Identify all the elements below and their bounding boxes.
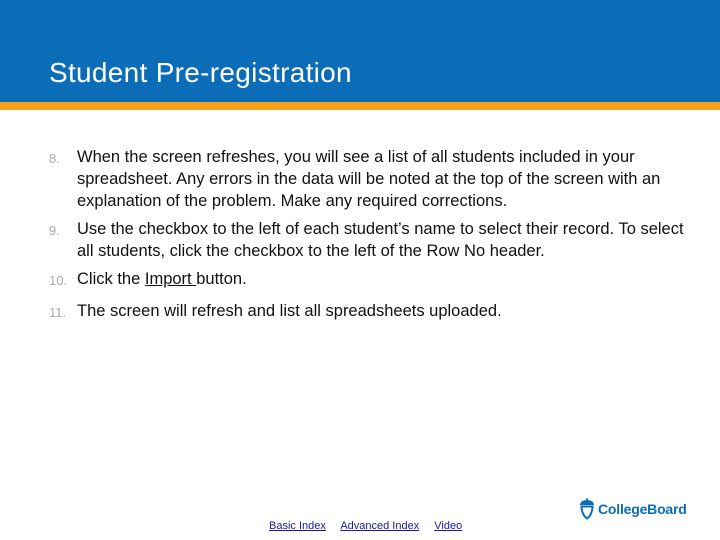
basic-index-link[interactable]: Basic Index — [269, 520, 326, 532]
footer-links — [269, 520, 474, 532]
step-text — [77, 268, 689, 290]
step-10 — [49, 268, 689, 290]
advanced-index-link[interactable]: Advanced Index — [340, 520, 420, 532]
step-text: Use the checkbox to the left of each student’s name to select their record. To select all students, click the checkbox to the left of the Row No header. — [77, 220, 684, 260]
step-8 — [49, 146, 689, 212]
step-text: When the screen refreshes, you will see a list of all students included in your spreadsheet. Any errors in the data will be noted at the top of the screen with an explanation of the problem. Make any required corrections. — [77, 148, 661, 210]
acorn-icon — [578, 498, 596, 520]
header-accent-stripe — [0, 102, 720, 110]
step-number: 10. — [49, 273, 68, 288]
step-number: 8. — [49, 151, 60, 166]
step-text-before: Click the — [77, 270, 145, 288]
step-text-after: button. — [196, 270, 247, 288]
steps-list — [49, 146, 689, 328]
step-9 — [49, 218, 689, 262]
page-title: Student Pre-registration — [49, 57, 352, 88]
step-text: The screen will refresh and list all spreadsheets uploaded. — [77, 302, 502, 320]
logo-wordmark: CollegeBoard — [598, 501, 687, 517]
header-bar — [0, 0, 720, 102]
video-link[interactable]: Video — [434, 520, 463, 532]
collegeboard-logo — [578, 498, 687, 520]
step-11 — [49, 300, 689, 322]
step-number: 9. — [49, 223, 60, 238]
import-link[interactable]: Import — [144, 270, 197, 288]
step-number: 11. — [49, 305, 67, 320]
